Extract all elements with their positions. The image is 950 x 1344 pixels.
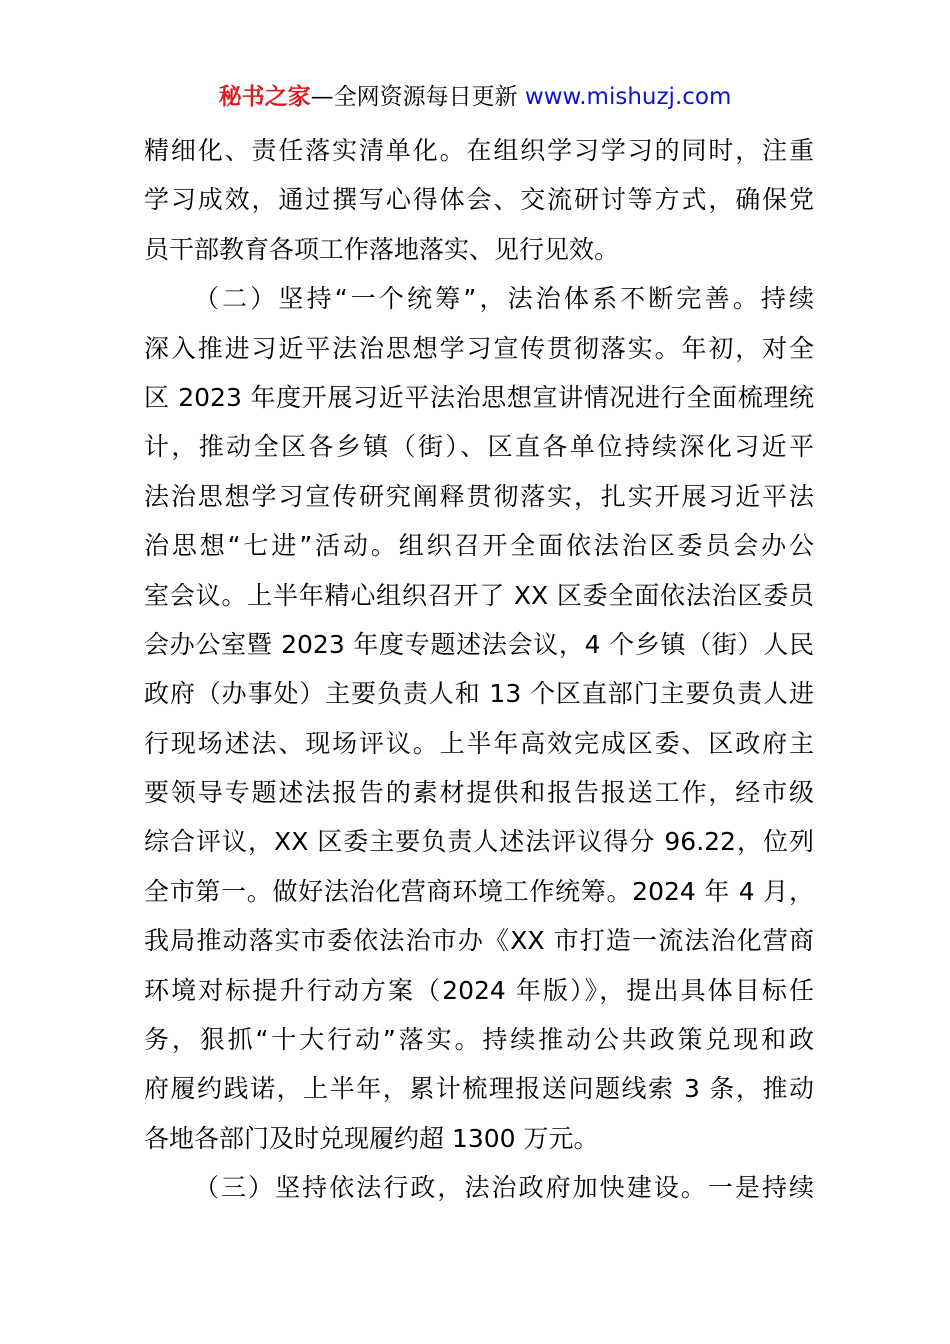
- text-line: 法治思想学习宣传研究阐释贯彻落实，扎实开展习近平法: [144, 481, 814, 511]
- text-line: 务，狠抓“十大行动”落实。持续推动公共政策兑现和政: [144, 1025, 814, 1055]
- text-line: 全市第一。做好法治化营商环境工作统筹。2024 年 4 月，: [144, 876, 814, 906]
- text-line: 综合评议，XX 区委主要负责人述法评议得分 96.22，位列: [144, 827, 814, 857]
- text-line: 会办公室暨 2023 年度专题述法会议，4 个乡镇（街）人民: [144, 629, 814, 659]
- text-line: 行现场述法、现场评议。上半年高效完成区委、区政府主: [144, 728, 814, 758]
- site-url-link[interactable]: www.mishuzj.com: [524, 84, 732, 110]
- document-body: [144, 126, 814, 1213]
- text-line: 府履约践诺，上半年，累计梳理报送问题线索 3 条，推动: [144, 1074, 814, 1104]
- text-line: 深入推进习近平法治思想学习宣传贯彻落实。年初，对全: [144, 333, 814, 363]
- text-line: 学习成效，通过撰写心得体会、交流研讨等方式，确保党: [144, 185, 814, 215]
- text-line: 我局推动落实市委依法治市办《XX 市打造一流法治化营商: [144, 926, 814, 956]
- paragraph-heading-line: （二）坚持“一个统筹”，法治体系不断完善。持续: [194, 284, 814, 314]
- site-header: [0, 80, 950, 114]
- text-line: 区 2023 年度开展习近平法治思想宣讲情况进行全面梳理统: [144, 382, 814, 412]
- text-line: 要领导专题述法报告的素材提供和报告报送工作，经市级: [144, 778, 814, 808]
- text-line: 治思想“七进”活动。组织召开全面依法治区委员会办公: [144, 531, 814, 561]
- text-line: 环境对标提升行动方案（2024 年版）》，提出具体目标任: [144, 975, 814, 1005]
- text-line: 精细化、责任落实清单化。在组织学习学习的同时，注重: [144, 136, 814, 165]
- text-line: 政府（办事处）主要负责人和 13 个区直部门主要负责人进: [144, 679, 814, 709]
- text-line: 员干部教育各项工作落地落实、见行见效。: [144, 234, 620, 264]
- text-line: 室会议。上半年精心组织召开了 XX 区委全面依法治区委员: [144, 580, 814, 610]
- text-line: 计，推动全区各乡镇（街）、区直各单位持续深化习近平: [144, 432, 814, 462]
- text-line: 各地各部门及时兑现履约超 1300 万元。: [144, 1123, 599, 1153]
- header-tagline: —全网资源每日更新: [310, 84, 518, 110]
- paragraph-heading-line: （三）坚持依法行政，法治政府加快建设。一是持续: [194, 1173, 814, 1203]
- brand-name: 秘书之家: [218, 84, 311, 110]
